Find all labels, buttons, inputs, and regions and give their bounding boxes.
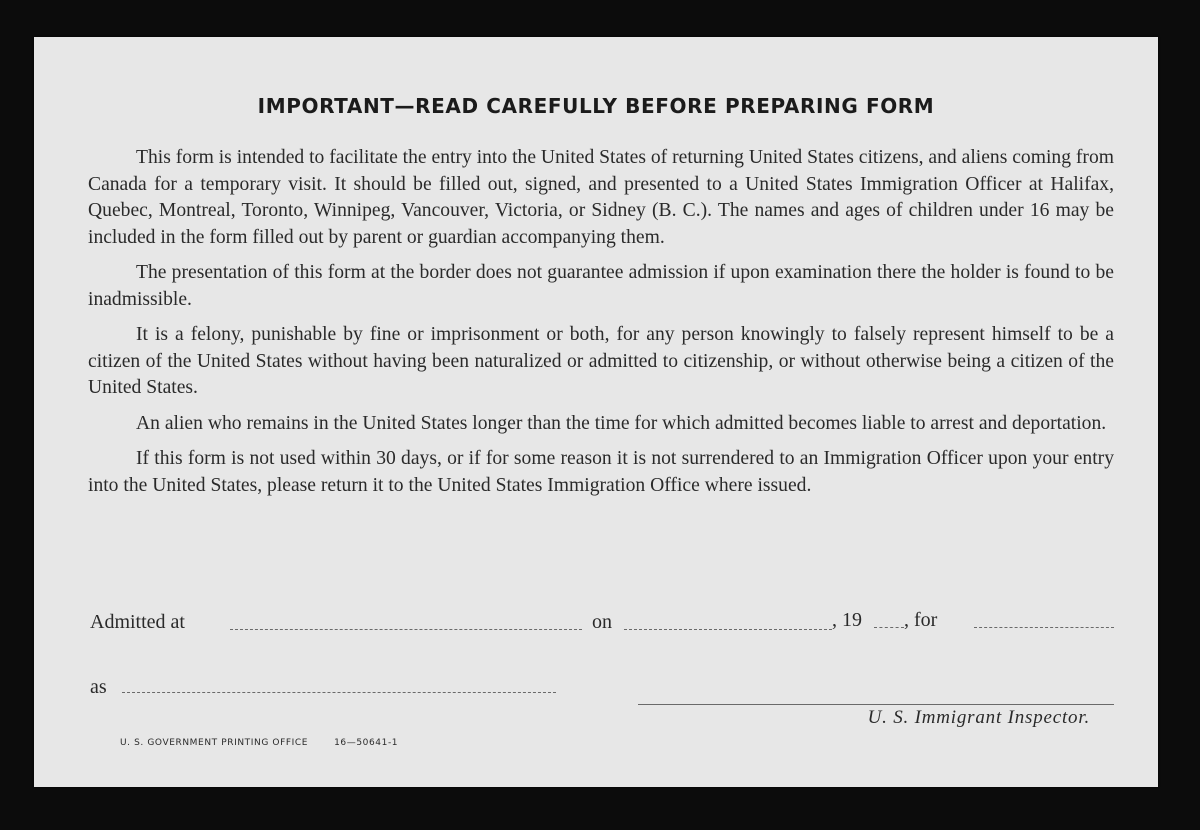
admitted-at-field[interactable] [230,629,582,630]
for-label: , for [904,609,938,631]
status-field[interactable] [122,692,556,693]
signature-label: U. S. Immigrant Inspector. [867,707,1090,728]
paragraph-purpose: This form is intended to facilitate the entry into the United States of returning United States citizens, and aliens coming from Canada for a temporary visit. It should be filled out, signed, and presented to a United States Immigration Officer at Halifax, Quebec, Montreal, Toronto, Winnipeg, Vancouver, Victoria, or Sidney (B. C.). The names and ages of children under 16 may be included in the form filled out by parent or guardian accompanying them. [88,147,1114,248]
signature-line[interactable] [638,704,1114,705]
on-label: on [592,611,612,633]
form-code: 16—50641-1 [334,738,399,748]
paragraph-return: If this form is not used within 30 days, or if for some reason it is not surrendered to an Immigration Officer upon your entry into the United States, please return it to the United States Immigration Office where issued. [88,448,1114,496]
printer-footer [120,738,398,748]
date-field[interactable] [624,629,832,630]
paragraph-felony: It is a felony, punishable by fine or imprisonment or both, for any person knowingly to falsely represent himself to be a citizen of the United States without having been naturalized or admitted to citizenship, or without otherwise being a citizen of the United States. [88,324,1114,398]
as-label: as [90,676,107,698]
duration-field[interactable] [974,627,1114,628]
paragraph-admission: The presentation of this form at the border does not guarantee admission if upon examination there the holder is found to be inadmissible. [88,262,1114,310]
instructions-body [88,145,1114,508]
printer-name: U. S. GOVERNMENT PRINTING OFFICE [120,738,309,748]
form-card [34,37,1158,787]
year-field[interactable] [874,627,904,628]
admitted-at-label: Admitted at [90,611,185,633]
paragraph-alien: An alien who remains in the United States longer than the time for which admitted becomes liable to arrest and deportation. [136,412,1107,434]
year-prefix: , 19 [832,609,862,631]
form-heading: IMPORTANT—READ CAREFULLY BEFORE PREPARING FORM [257,94,935,118]
